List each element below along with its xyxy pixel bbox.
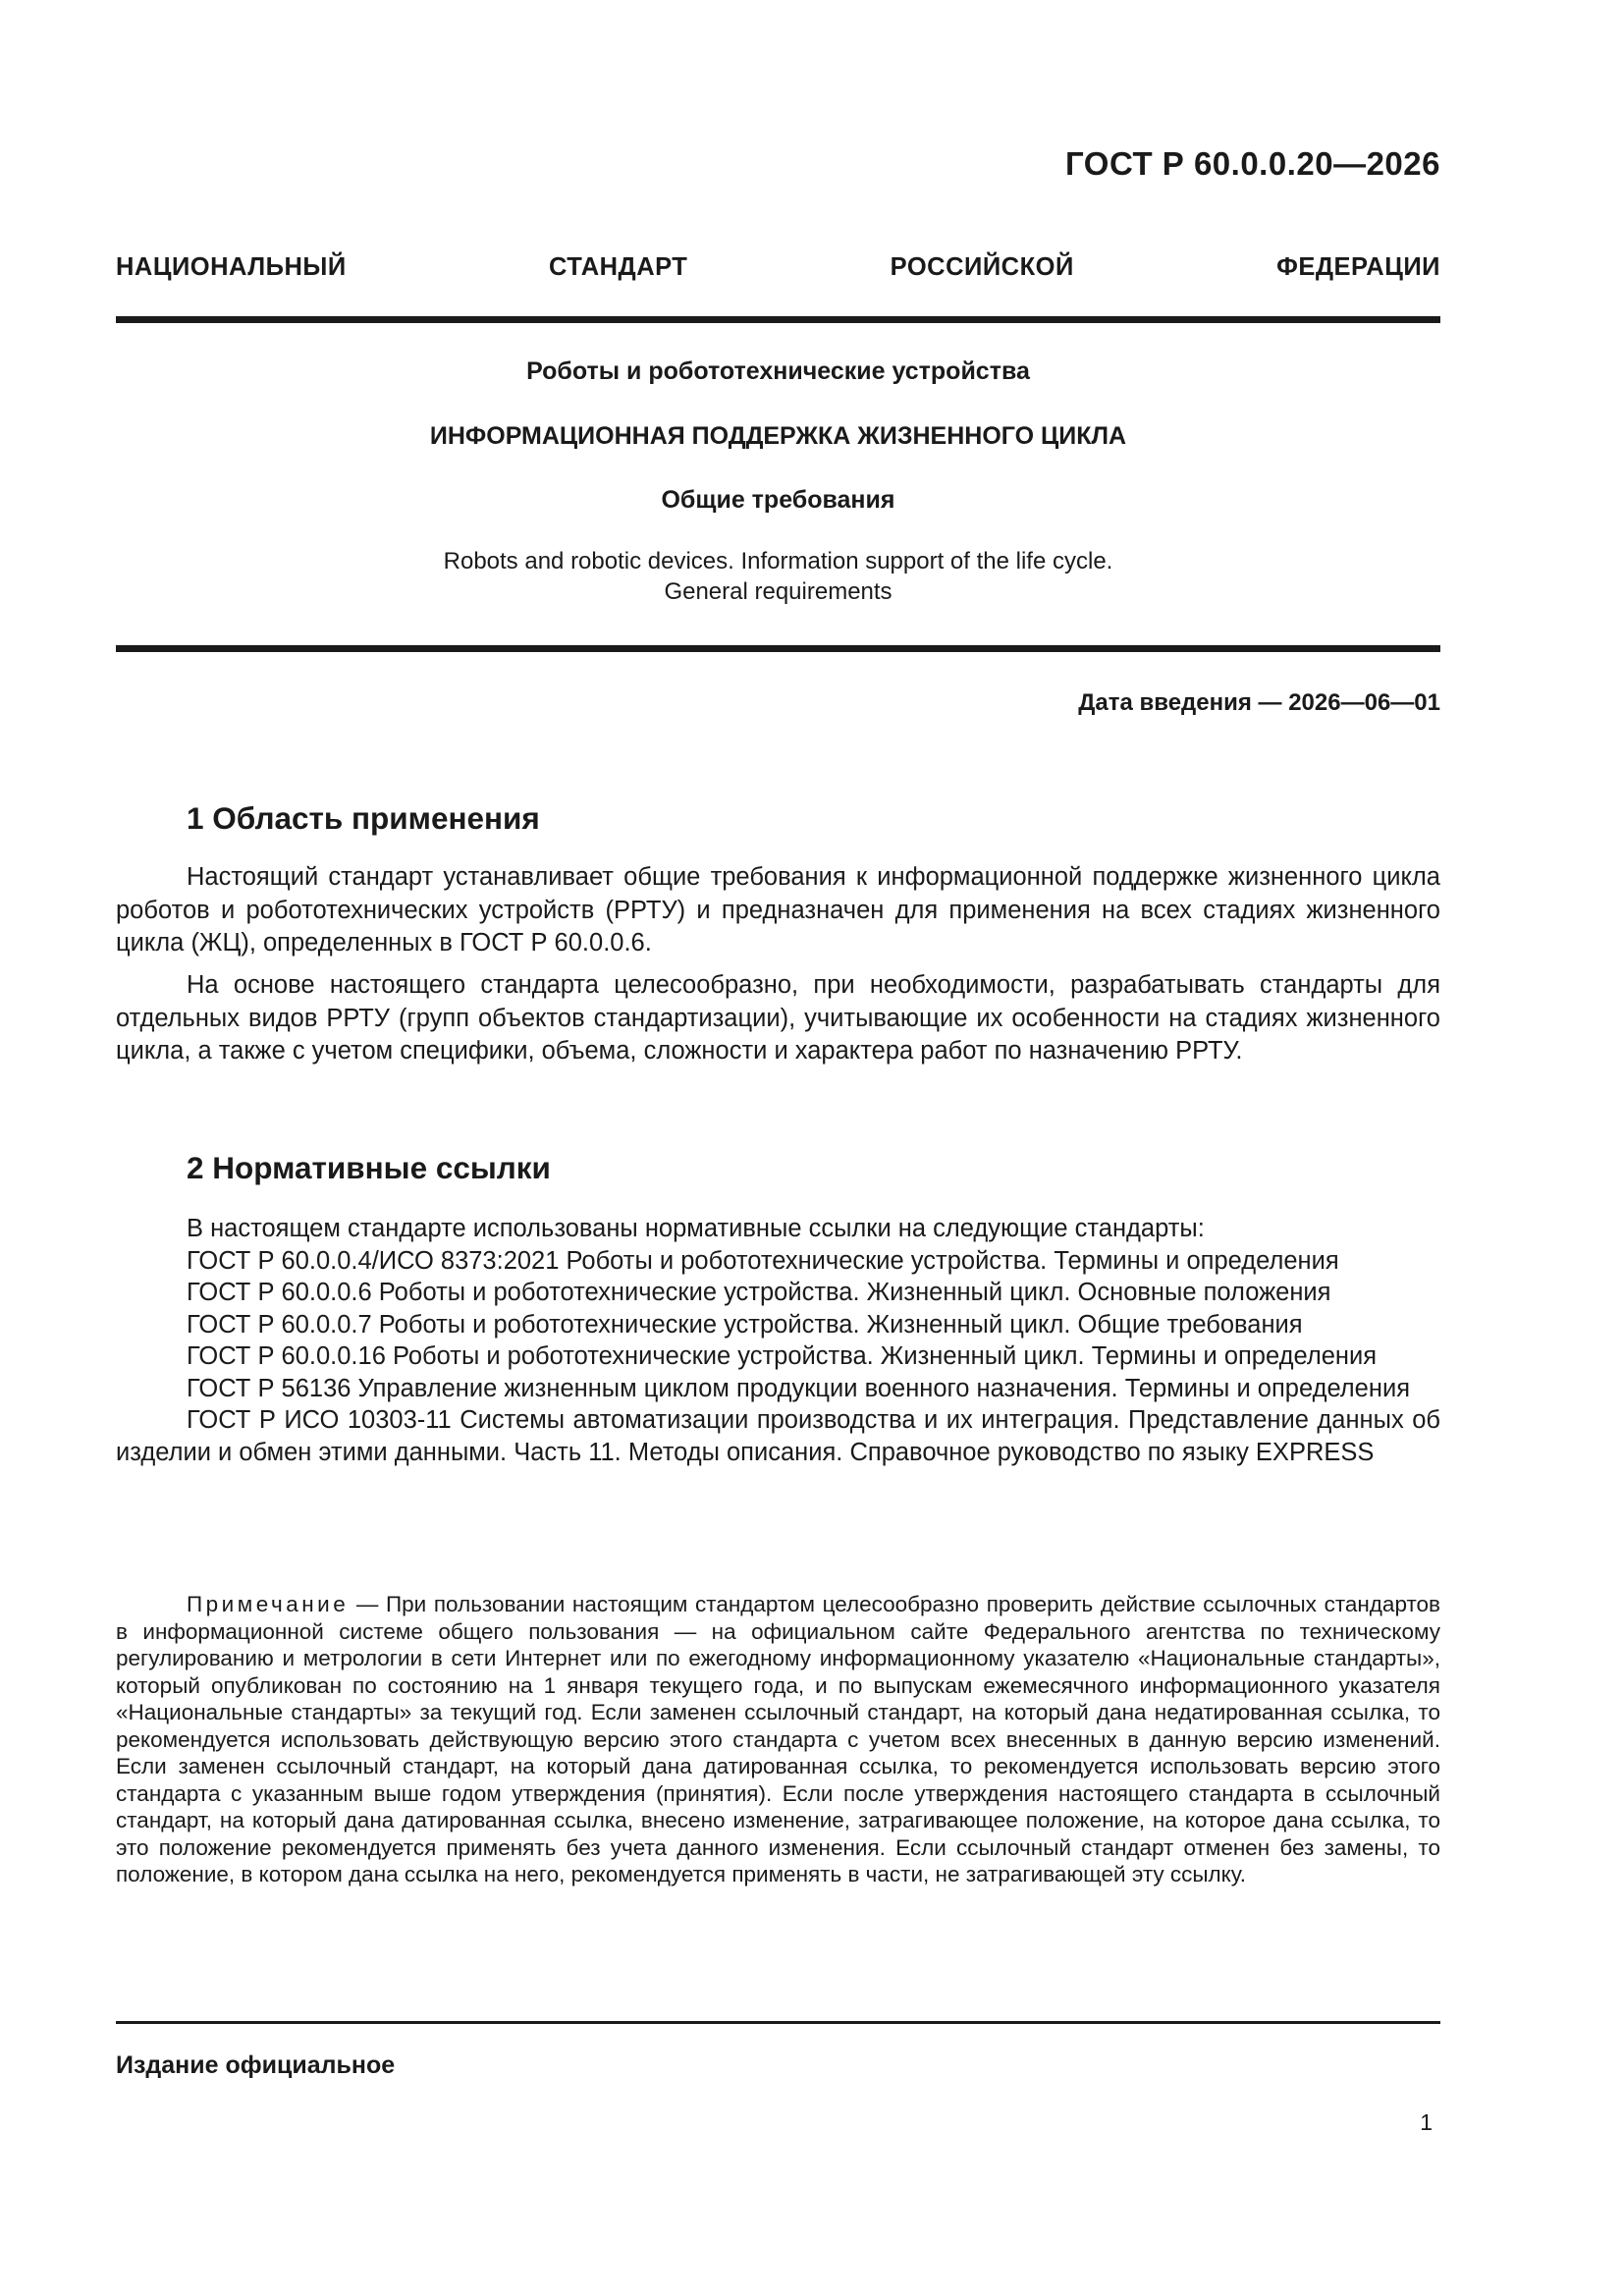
page-number: 1 — [1420, 2109, 1433, 2135]
title-line-1: Роботы и робототехнические устройства — [526, 357, 1030, 385]
title-line-3: Общие требования — [661, 486, 895, 514]
title-divider — [116, 645, 1440, 652]
national-standard-title: НАЦИОНАЛЬНЫЙ СТАНДАРТ РОССИЙСКОЙ ФЕДЕРАЦИИ — [116, 253, 1440, 281]
note-text: — При пользовании настоящим стандартом целесообразно проверить действие ссылочных стандартов в информационной системе общего пользования — на официальном сайте Федерального агентства по техническому регулированию и метрологии в сети Интернет или по ежегодному информационному указателю «Национальные стандарты», который опубликован по состоянию на 1 января текущего года, и по выпускам ежемесячного информационного указателя «Национальные стандарты» за текущий год. Если заменен ссылочный стандарт, на который дана недатированная ссылка, то рекомендуется использовать действующую версию этого стандарта с учетом всех внесенных в данную версию изменений. Если заменен ссылочный стандарт, на который дана датированная ссылка, то рекомендуется использовать версию этого стандарта с указанным выше годом утверждения (принятия). Если после утверждения настоящего стандарта в ссылочный стандарт, на который дана датированная ссылка, внесено изменение, затрагивающее положение, на которое дана ссылка, то это положение рекомендуется применять без учета данного изменения. Если ссылочный стандарт отменен без замены, то положение, в котором дана ссылка на него, рекомендуется применять в части, не затрагивающей эту ссылку. — [116, 1592, 1440, 1886]
references-intro: В настоящем стандарте использованы нормативные ссылки на следующие стандарты: — [187, 1215, 1205, 1242]
english-title-line-1: Robots and robotic devices. Information support of the life cycle. — [443, 548, 1113, 574]
reference-item: ГОСТ Р 60.0.0.6 Роботы и робототехнические устройства. Жизненный цикл. Основные положения — [187, 1279, 1331, 1306]
reference-item: ГОСТ Р 56136 Управление жизненным циклом продукции военного назначения. Термины и определения — [187, 1374, 1411, 1402]
title-line-2: ИНФОРМАЦИОННАЯ ПОДДЕРЖКА ЖИЗНЕННОГО ЦИКЛА — [429, 422, 1127, 450]
reference-item: ГОСТ Р ИСО 10303-11 Системы автоматизации производства и их интеграция. Представление данных об изделии и обмен этими данными. Часть 11. Методы описания. Справочное руководство по языку EXPRESS — [116, 1406, 1440, 1466]
english-title-line-2: General requirements — [664, 578, 893, 605]
section-1-heading: 1 Область применения — [187, 800, 540, 836]
reference-item: ГОСТ Р 60.0.0.7 Роботы и робототехнические устройства. Жизненный цикл. Общие требования — [187, 1310, 1303, 1339]
references-note — [116, 1591, 1440, 1888]
reference-item: ГОСТ Р 60.0.0.4/ИСО 8373:2021 Роботы и робототехнические устройства. Термины и определения — [187, 1246, 1339, 1275]
official-edition-label: Издание официальное — [116, 2051, 396, 2079]
document-page — [116, 0, 1440, 2296]
references-list — [116, 1213, 1440, 1468]
section-2-heading: 2 Нормативные ссылки — [187, 1150, 551, 1185]
header-divider — [116, 316, 1440, 323]
document-number: ГОСТ Р 60.0.0.20—2026 — [1065, 145, 1440, 182]
introduction-date: Дата введения — 2026—06—01 — [1078, 689, 1440, 716]
note-label: Примечание — [187, 1592, 350, 1616]
section-1-paragraph: Настоящий стандарт устанавливает общие требования к информационной поддержке жизненного цикла роботов и робототехнических устройств (РРТУ) и предназначен для применения на всех стадиях жизненного цикла (ЖЦ), определенных в ГОСТ Р 60.0.0.6. — [116, 863, 1440, 957]
footer-divider — [116, 2021, 1440, 2024]
reference-item: ГОСТ Р 60.0.0.16 Роботы и робототехнические устройства. Жизненный цикл. Термины и определения — [187, 1342, 1378, 1370]
section-1-paragraph: На основе настоящего стандарта целесообразно, при необходимости, разрабатывать стандарты для отдельных видов РРТУ (групп объектов стандартизации), учитывающие их особенности на стадиях жизненного цикла, а также с учетом специфики, объема, сложности и характера работ по назначению РРТУ. — [116, 971, 1440, 1065]
